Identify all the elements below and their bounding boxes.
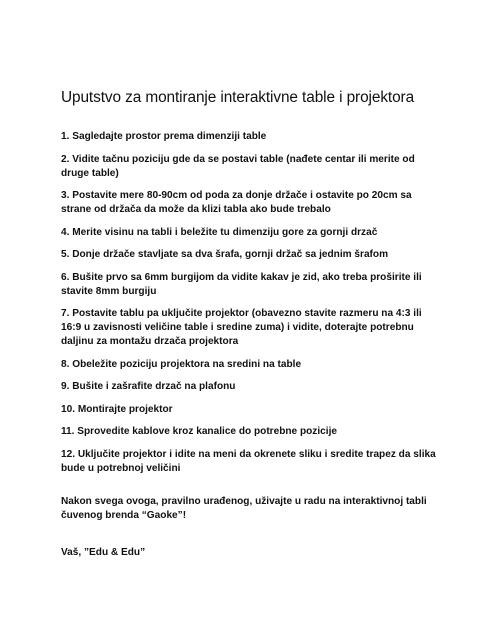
instruction-step-6: 6. Bušite prvo sa 6mm burgijom da vidite kakav je zid, ako treba proširite ili stavite 8mm burgiju — [61, 271, 422, 297]
instruction-step-10: 10. Montirajte projektor — [61, 403, 173, 415]
instruction-step-12: 12. Uključite projektor i idite na meni da okrenete sliku i sredite trapez da slika bude u potrebnoj veličini — [61, 448, 436, 474]
closing-paragraph: Nakon svega ovoga, pravilno urađenog, uživajte u radu na interaktivnoj tabli čuvenog brenda “Gaoke”! — [61, 496, 427, 521]
instruction-step-9: 9. Bušite i zašrafite drzač na plafonu — [61, 381, 236, 392]
instruction-step-8: 8. Obeležite poziciju projektora na sredini na table — [61, 358, 302, 370]
instruction-step-11: 11. Sprovedite kablove kroz kanalice do potrebne pozicije — [61, 426, 337, 437]
instruction-step-7: 7. Postavite tablu pa uključite projektor (obavezno stavite razmeru na 4:3 ili 16:9 u zavisnosti veličine table i sredine zuma) i vidite, doterajte potrebnu daljinu za montažu drzača projektora — [61, 308, 422, 347]
instruction-list — [61, 130, 441, 484]
instruction-step-5: 5. Donje držače stavljate sa dva šrafa, gornji držač sa jednim šrafom — [61, 249, 389, 260]
instruction-step-2: 2. Vidite tačnu poziciju gde da se postavi table (nađete centar ili merite od druge table) — [61, 153, 415, 179]
instruction-step-4: 4. Merite visinu na tabli i beležite tu dimenziju gore za gornji drzač — [61, 226, 378, 238]
instruction-step-1: 1. Sagledajte prostor prema dimenziji table — [61, 131, 267, 142]
signature: Vaš, ”Edu & Edu” — [61, 547, 146, 558]
document-title: Uputstvo za montiranje interaktivne table i projektora — [61, 89, 415, 106]
instruction-step-3: 3. Postavite mere 80-90cm od poda za donje držače i ostavite po 20cm sa strane od držača da može da klizi tabla ako bude trebalo — [61, 190, 412, 215]
